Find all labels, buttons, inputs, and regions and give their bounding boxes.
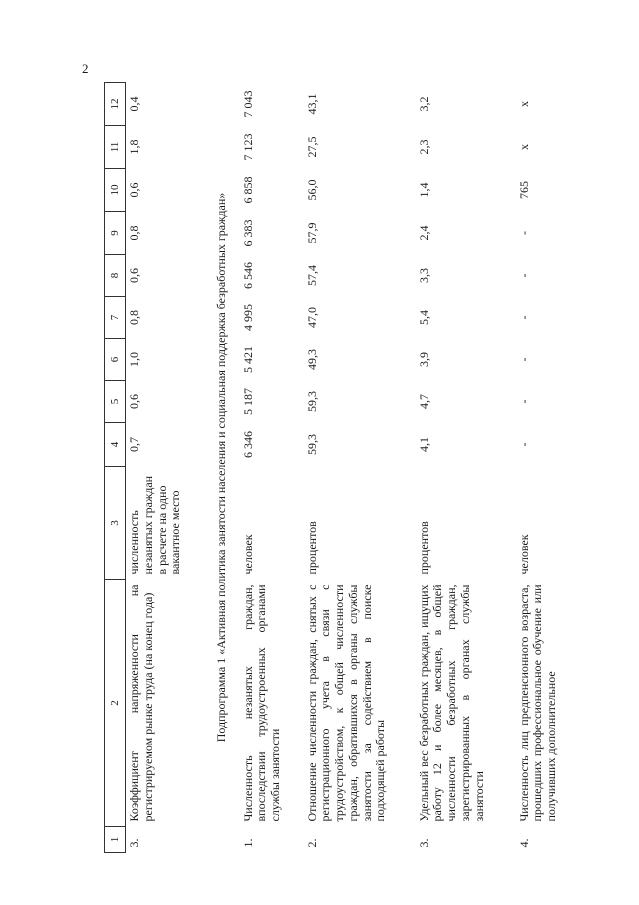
table-row [240, 83, 304, 853]
value-cell: 1,4 [416, 182, 431, 198]
value-cell: 2,3 [416, 139, 431, 155]
value-cell: 59,3 [304, 434, 319, 455]
column-header: 11 [105, 126, 126, 169]
value-cell: 765 [516, 181, 531, 199]
rotated-page [104, 83, 604, 853]
column-header: 4 [105, 423, 126, 467]
column-header: 7 [105, 297, 126, 339]
value-cell: 1,0 [127, 352, 141, 367]
value-cell: 1,8 [127, 139, 141, 155]
value-cell: 0,6 [127, 394, 141, 409]
value-cell: 5 421 [240, 346, 255, 373]
value-cell: х [516, 101, 531, 107]
column-header: 6 [105, 339, 126, 381]
column-header: 3 [105, 467, 126, 580]
column-header-row [105, 83, 126, 853]
value-cell: 3,9 [416, 352, 431, 367]
value-cell: 2,4 [416, 225, 431, 241]
column-header: 12 [105, 83, 126, 126]
value-cell: 4,1 [416, 437, 431, 452]
value-cell: 7 043 [240, 90, 255, 118]
unit: численность незанятых граждан в расчете на одно вакантное место [127, 475, 183, 575]
value-cell: 56,0 [304, 179, 319, 201]
indicators-table [104, 82, 606, 853]
indicator-name: Отношение численности граждан, снятых с регистрационного учета в связи с трудоустройством, к общей численности граждан, обратившихся в органы службы занятости за содействием в поиске подходящей работы [304, 584, 388, 822]
value-cell: - [516, 273, 531, 278]
value-cell: х [516, 144, 531, 150]
value-cell: 6 858 [240, 176, 255, 204]
value-cell: 5,4 [416, 310, 431, 325]
indicator-name: Численность лиц предпенсионного возраста, прошедших профессиональное обучение или получивших дополнительное [516, 584, 559, 822]
table-row [516, 83, 606, 853]
value-cell: 4,7 [416, 394, 431, 409]
value-cell: 6 546 [240, 262, 255, 289]
value-cell: 0,8 [127, 225, 141, 241]
value-cell: - [516, 357, 531, 362]
value-cell: 59,3 [304, 391, 319, 412]
value-cell: 0,6 [127, 182, 141, 198]
row-number: 3. [416, 838, 431, 848]
table-row [126, 83, 204, 853]
value-cell: 0,7 [127, 437, 141, 452]
unit: человек [516, 534, 531, 575]
unit: процентов [304, 521, 319, 575]
column-header: 10 [105, 169, 126, 212]
value-cell: 43,1 [304, 93, 319, 115]
value-cell: 57,4 [304, 265, 319, 286]
subprogram-row [204, 83, 240, 853]
value-cell: 47,0 [304, 307, 319, 328]
value-cell: 49,3 [304, 349, 319, 370]
value-cell: 6 383 [240, 219, 255, 247]
unit: человек [240, 534, 255, 575]
value-cell: 4 995 [240, 304, 255, 331]
row-number: 4. [516, 838, 531, 848]
value-cell: 6 346 [240, 431, 255, 458]
value-cell: 0,6 [127, 268, 141, 283]
row-number: 2. [304, 838, 319, 848]
value-cell: - [516, 442, 531, 447]
value-cell: 0,8 [127, 310, 141, 325]
value-cell: - [516, 315, 531, 320]
value-cell: - [516, 231, 531, 235]
value-cell: 7 123 [240, 133, 255, 161]
value-cell: 3,2 [416, 96, 431, 112]
subprogram-title: Подпрограмма 1 «Активная политика занятости населения и социальная поддержка безработных граждан» [213, 192, 228, 743]
page-number: 2 [82, 61, 89, 76]
row-number: 1. [240, 838, 255, 848]
indicator-name: Численность незанятых граждан, впоследствии трудоустроенных органами службы занятости [240, 584, 283, 822]
table-row [304, 83, 416, 853]
value-cell: 57,9 [304, 222, 319, 244]
column-header: 9 [105, 212, 126, 255]
table-row [416, 83, 516, 853]
row-number: 3. [127, 838, 141, 848]
value-cell: - [516, 399, 531, 404]
value-cell: 0,4 [127, 96, 141, 112]
value-cell: 27,5 [304, 136, 319, 158]
unit: процентов [416, 521, 431, 575]
indicator-name: Коэффициент напряженности на регистрируемом рынке труда (на конец года) [127, 584, 155, 822]
column-header: 5 [105, 381, 126, 423]
indicator-name: Удельный вес безработных граждан, ищущих работу 12 и более месяцев, в общей численности безработных граждан, зарегистрированных в органах службы занятости [416, 584, 486, 822]
column-header: 1 [105, 827, 126, 853]
value-cell: 5 187 [240, 388, 255, 415]
column-header: 2 [105, 580, 126, 827]
column-header: 8 [105, 255, 126, 297]
value-cell: 3,3 [416, 268, 431, 283]
